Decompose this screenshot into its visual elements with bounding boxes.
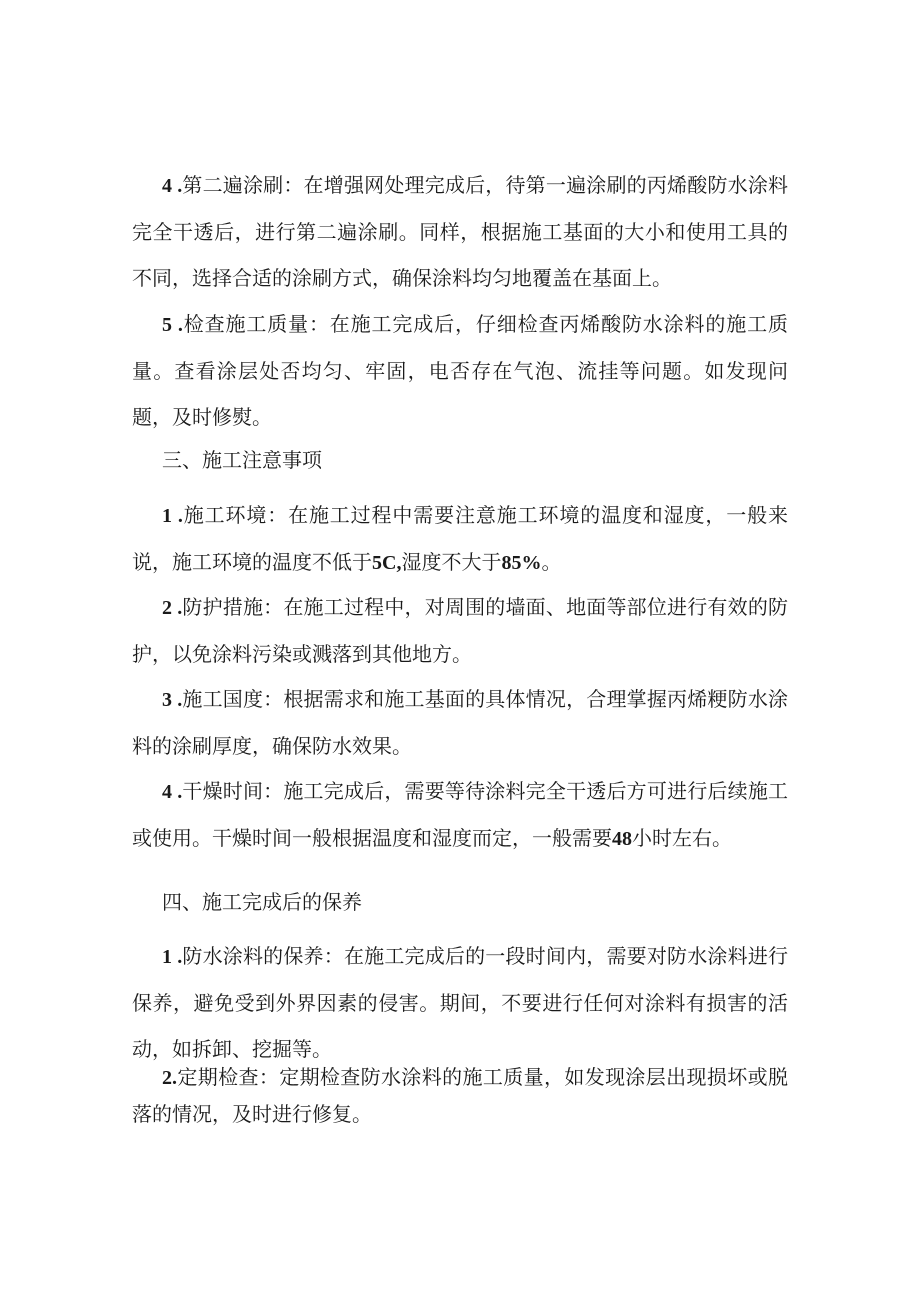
paragraph-text: 施工环境：在施工过程中需要注意施工环境的温度和湿度，一般来说，施工环境的温度不低于 (132, 503, 789, 574)
item-separator: . (172, 781, 183, 803)
section-heading-maintenance: 四、施工完成后的保养 (162, 890, 362, 914)
paragraph-text: 定期检查：定期检查防水涂料的施工质量，如发现涂层出现损坏或脱落的情况，及时进行修复。 (132, 1065, 788, 1126)
item-number: 1 (162, 505, 172, 527)
paragraph-text: 湿度不大于 (401, 550, 502, 574)
paragraph-text: 。 (541, 550, 562, 574)
paragraph-text: 防护措施：在施工过程中，对周围的墙面、地面等部位进行有效的防护，以免涂料污染或溅落到其他地方。 (132, 595, 789, 666)
temperature-value: 5C, (372, 552, 402, 574)
item-number: 1 (162, 946, 172, 968)
item-number: 5 (162, 314, 172, 336)
item-number: 4 (162, 175, 172, 197)
item-separator: . (172, 505, 183, 527)
item-number: 2 (162, 1067, 172, 1089)
item-separator: . (172, 175, 183, 197)
paragraph-check-quality (132, 301, 788, 440)
item-separator: . (172, 314, 183, 336)
paragraph-thickness (132, 676, 788, 769)
humidity-value: 85% (501, 552, 542, 574)
paragraph-text: 干燥时间：施工完成后，需要等待涂料完全干透后方可进行后续施工或使用。干燥时间一般根据温度和湿度而定，一般需要 (132, 779, 789, 850)
paragraph-second-coat (132, 162, 788, 301)
item-number: 2 (162, 597, 172, 619)
paragraph-environment (132, 492, 788, 586)
item-number: 3 (162, 689, 172, 711)
section-heading-precautions: 三、施工注意事项 (162, 448, 322, 472)
paragraph-protection (132, 584, 788, 677)
item-separator: . (172, 1067, 177, 1089)
item-separator: . (172, 946, 183, 968)
paragraph-regular-inspection (132, 1059, 788, 1132)
paragraph-drying-time (132, 768, 788, 862)
paragraph-text: 防水涂料的保养：在施工完成后的一段时间内，需要对防水涂料进行保养，避免受到外界因素的侵害。期间，不要进行任何对涂料有损害的活动，如拆卸、挖掘等。 (132, 944, 789, 1061)
paragraph-maintenance (132, 933, 788, 1072)
item-number: 4 (162, 781, 172, 803)
item-separator: . (172, 597, 183, 619)
paragraph-text: 第二遍涂刷：在增强网处理完成后，待第一遍涂刷的丙烯酸防水涂料完全干透后，进行第二遍涂刷。同样，根据施工基面的大小和使用工具的不同，选择合适的涂刷方式，确保涂料均匀地覆盖在基面上。 (132, 173, 789, 290)
paragraph-text: 小时左右。 (632, 826, 732, 850)
paragraph-text: 检查施工质量：在施工完成后，仔细检查丙烯酸防水涂料的施工质量。查看涂层处否均匀、牢固，电否存在气泡、流挂等问题。如发现问题，及时修熨。 (132, 312, 789, 429)
paragraph-text: 施工国度：根据需求和施工基面的具体情况，合理掌握丙烯粳防水涂料的涂刷厚度，确保防水效果。 (132, 687, 789, 758)
item-separator: . (172, 689, 183, 711)
hours-value: 48 (612, 828, 632, 850)
